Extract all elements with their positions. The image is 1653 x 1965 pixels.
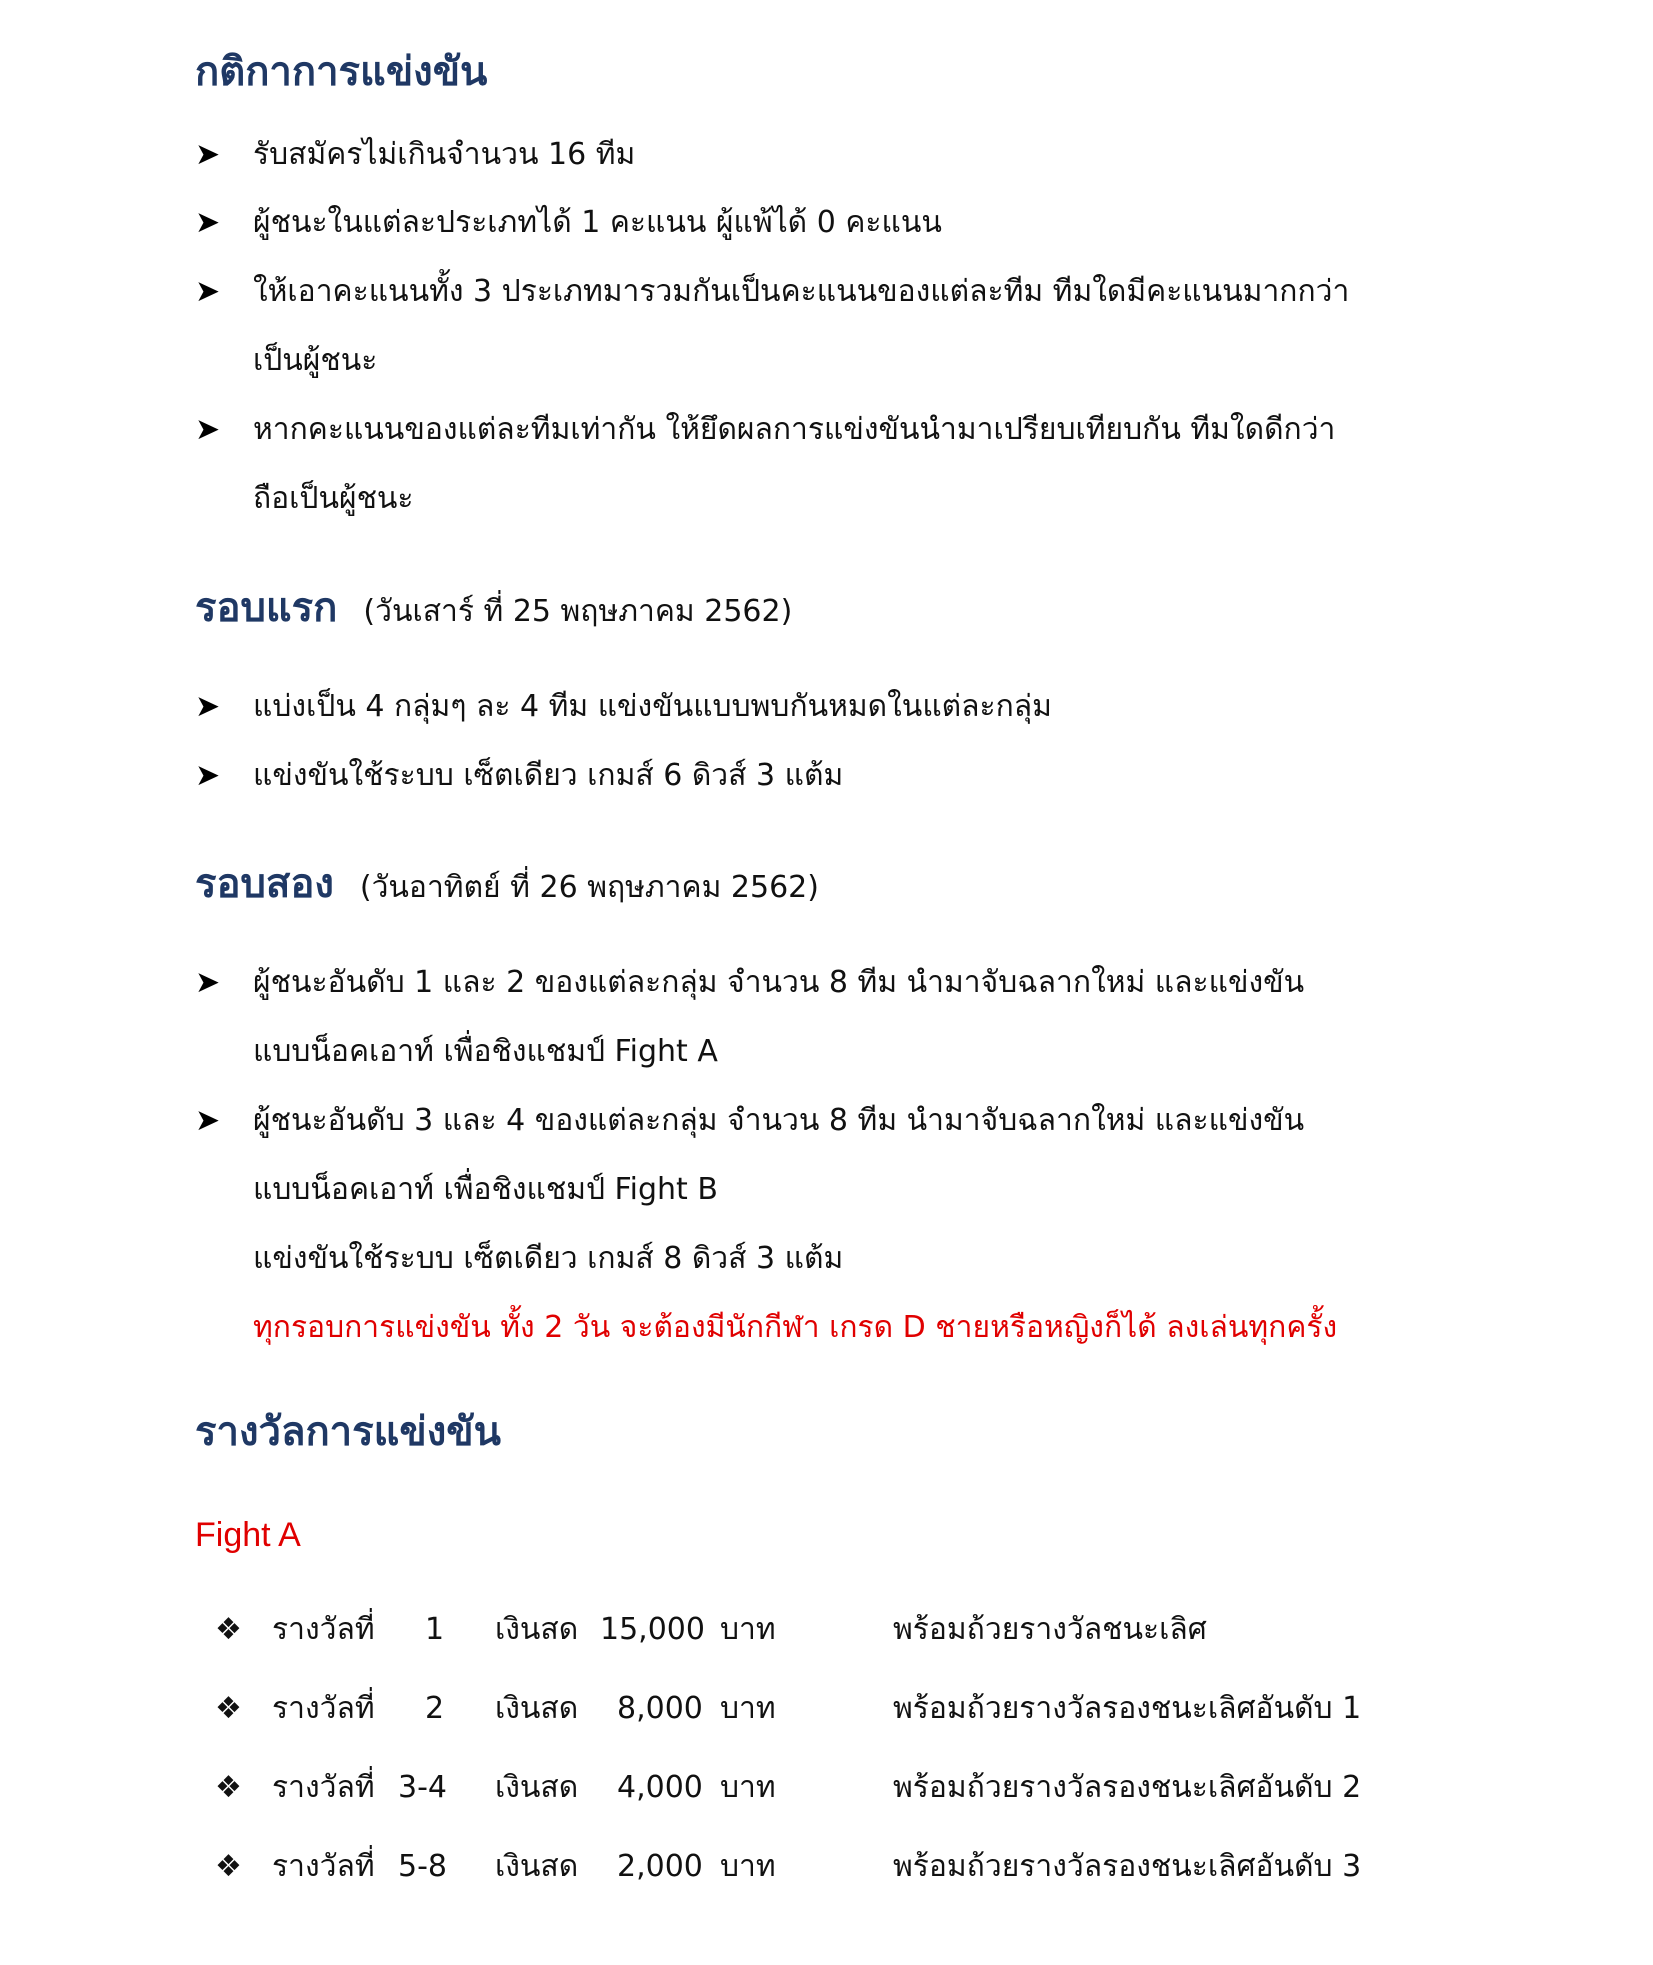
arrow-bullet-icon: ➤	[195, 412, 221, 447]
prize-cash: เงินสด	[495, 1612, 579, 1647]
prize-label: รางวัลที่	[272, 1691, 375, 1726]
prize-row	[0, 1612, 1653, 1655]
prize-amount: 4,000	[617, 1770, 703, 1805]
prize-cash: เงินสด	[495, 1770, 579, 1805]
four-diamond-bullet-icon: ❖	[215, 1849, 242, 1884]
prize-row	[0, 1770, 1653, 1813]
round2-line: แบบน็อคเอาท์ เพื่อชิงแชมป์ Fight B	[253, 1172, 718, 1207]
round2-heading	[195, 861, 819, 907]
prize-rank: 3-4	[398, 1770, 447, 1805]
rules-line: รับสมัครไม่เกินจำนวน 16 ทีม	[253, 137, 636, 172]
prize-cash: เงินสด	[495, 1849, 579, 1884]
prize-row	[0, 1691, 1653, 1734]
prize-unit: บาท	[720, 1770, 776, 1805]
round2-line: แข่งขันใช้ระบบ เซ็ตเดียว เกมส์ 8 ดิวส์ 3 แต้ม	[253, 1241, 844, 1276]
arrow-bullet-icon: ➤	[195, 137, 221, 172]
rules-line: หากคะแนนของแต่ละทีมเท่ากัน ให้ยึดผลการแข่งขันนำมาเปรียบเทียบกัน ทีมใดดีกว่า	[253, 412, 1336, 447]
round1-date: (วันเสาร์ ที่ 25 พฤษภาคม 2562)	[363, 594, 793, 629]
prize-amount: 15,000	[600, 1612, 705, 1647]
prize-trophy: พร้อมถ้วยรางวัลรองชนะเลิศอันดับ 3	[893, 1849, 1362, 1884]
prize-trophy: พร้อมถ้วยรางวัลชนะเลิศ	[893, 1612, 1207, 1647]
prize-unit: บาท	[720, 1849, 776, 1884]
prize-amount: 2,000	[617, 1849, 703, 1884]
arrow-bullet-icon: ➤	[195, 274, 221, 309]
arrow-bullet-icon: ➤	[195, 205, 221, 240]
four-diamond-bullet-icon: ❖	[215, 1691, 242, 1726]
prize-trophy: พร้อมถ้วยรางวัลรองชนะเลิศอันดับ 1	[893, 1691, 1362, 1726]
rules-line: ถือเป็นผู้ชนะ	[253, 481, 414, 516]
prize-label: รางวัลที่	[272, 1770, 375, 1805]
prize-row	[0, 1849, 1653, 1892]
arrow-bullet-icon: ➤	[195, 758, 221, 793]
round1-heading	[195, 585, 793, 631]
prize-trophy: พร้อมถ้วยรางวัลรองชนะเลิศอันดับ 2	[893, 1770, 1362, 1805]
prize-rank: 2	[425, 1691, 445, 1726]
round1-line: แข่งขันใช้ระบบ เซ็ตเดียว เกมส์ 6 ดิวส์ 3 แต้ม	[253, 758, 844, 793]
round1-title: รอบแรก	[195, 585, 338, 631]
four-diamond-bullet-icon: ❖	[215, 1612, 242, 1647]
rules-line: ผู้ชนะในแต่ละประเภทได้ 1 คะแนน ผู้แพ้ได้ 0 คะแนน	[253, 205, 942, 240]
round2-title: รอบสอง	[195, 861, 334, 907]
arrow-bullet-icon: ➤	[195, 965, 221, 1000]
prize-cash: เงินสด	[495, 1691, 579, 1726]
round2-line: ผู้ชนะอันดับ 3 และ 4 ของแต่ละกลุ่ม จำนวน 8 ทีม นำมาจับฉลากใหม่ และแข่งขัน	[253, 1103, 1305, 1138]
four-diamond-bullet-icon: ❖	[215, 1770, 242, 1805]
rules-heading: กติกาการแข่งขัน	[195, 49, 488, 95]
prize-rank: 1	[425, 1612, 445, 1647]
prize-label: รางวัลที่	[272, 1849, 375, 1884]
rules-line: เป็นผู้ชนะ	[253, 343, 378, 378]
prize-unit: บาท	[720, 1691, 776, 1726]
round2-note: ทุกรอบการแข่งขัน ทั้ง 2 วัน จะต้องมีนักกีฬา เกรด D ชายหรือหญิงก็ได้ ลงเล่นทุกครั้ง	[253, 1310, 1338, 1345]
prize-rank: 5-8	[398, 1849, 447, 1884]
round2-line: แบบน็อคเอาท์ เพื่อชิงแชมป์ Fight A	[253, 1034, 718, 1069]
round2-line: ผู้ชนะอันดับ 1 และ 2 ของแต่ละกลุ่ม จำนวน 8 ทีม นำมาจับฉลากใหม่ และแข่งขัน	[253, 965, 1305, 1000]
prize-unit: บาท	[720, 1612, 776, 1647]
prize-label: รางวัลที่	[272, 1612, 375, 1647]
arrow-bullet-icon: ➤	[195, 1103, 221, 1138]
arrow-bullet-icon: ➤	[195, 689, 221, 724]
rules-line: ให้เอาคะแนนทั้ง 3 ประเภทมารวมกันเป็นคะแนนของแต่ละทีม ทีมใดมีคะแนนมากกว่า	[253, 274, 1350, 309]
prize-amount: 8,000	[617, 1691, 703, 1726]
prizes-heading: รางวัลการแข่งขัน	[195, 1409, 501, 1455]
round1-line: แบ่งเป็น 4 กลุ่มๆ ละ 4 ทีม แข่งขันแบบพบกันหมดในแต่ละกลุ่ม	[253, 689, 1052, 724]
round2-date: (วันอาทิตย์ ที่ 26 พฤษภาคม 2562)	[359, 870, 819, 905]
fight-a-title: Fight A	[195, 1516, 301, 1554]
